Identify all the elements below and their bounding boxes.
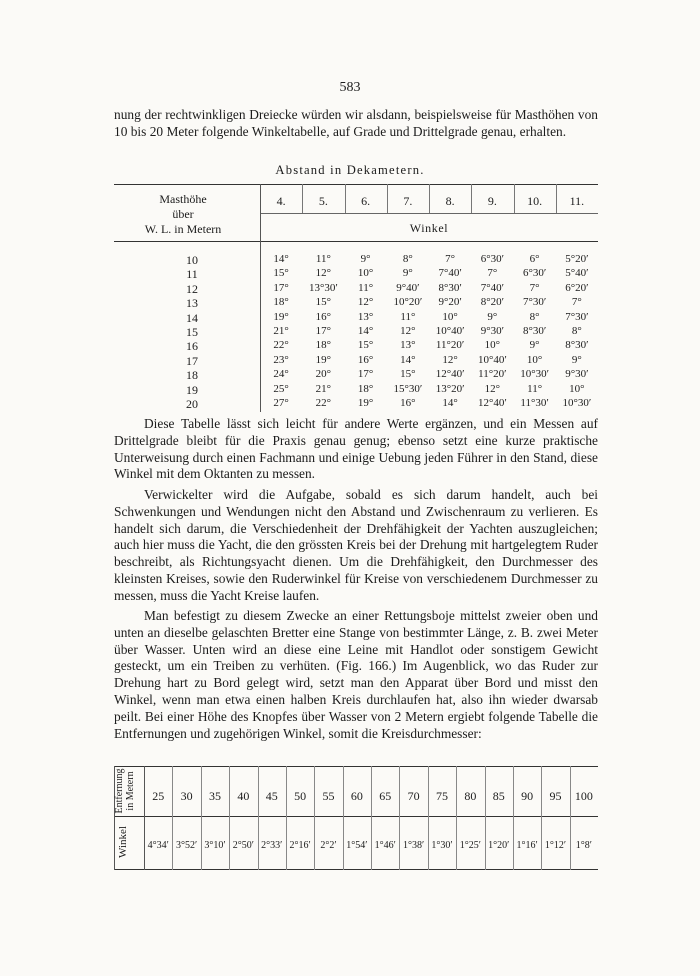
- angle-cell: 12°: [400, 325, 416, 337]
- angle-cell: 6°30′: [522, 267, 547, 280]
- angle-value-cell: 1°20′: [488, 840, 510, 851]
- angle-cell: 11°: [400, 310, 416, 323]
- mast-height: 15: [186, 325, 198, 339]
- angle-cell: 7°40′: [438, 267, 462, 280]
- angle-cell: 9°: [529, 339, 540, 352]
- angle-cell: 15°: [400, 368, 416, 381]
- angle-cell: 22°: [315, 397, 332, 409]
- column-header: 7.: [403, 194, 413, 208]
- angle-value-cell: 1°12′: [544, 840, 567, 851]
- distance-cell: 60: [350, 789, 363, 803]
- paragraph-2: Diese Tabelle lässt sich leicht für andere Werte ergänzen, und ein Messen auf Drittelgrade bleibt für die Praxis genau genug; ebenso setzt eine kurze praktische Unterweisung durch einen Fachmann und einige Uebung jeden Führer in den Stand, diese Winkel mit dem Oktanten zu messen.: [114, 416, 598, 482]
- angle-cell: 8°: [402, 253, 413, 265]
- angle-cell: 17°: [315, 325, 332, 337]
- angle-table: [114, 184, 598, 412]
- angle-cell: 9°: [487, 310, 498, 323]
- angle-value-cell: 1°54′: [346, 840, 368, 851]
- angle-cell: 10°: [484, 339, 501, 352]
- angle-cell: 11°: [527, 382, 543, 395]
- angle-cell: 17°: [357, 368, 374, 381]
- angle-cell: 12°: [357, 296, 374, 309]
- angle-cell: 22°: [273, 339, 289, 352]
- column-header: 6.: [361, 194, 371, 208]
- angle-cell: 24°: [273, 368, 289, 381]
- angle-cell: 10°40′: [477, 353, 507, 366]
- angle-cell: 8°: [571, 325, 582, 337]
- column-header: 9.: [487, 194, 497, 208]
- angle-cell: 15°: [273, 267, 289, 280]
- mast-height: 16: [186, 339, 198, 354]
- angle-cell: 10°30′: [520, 368, 550, 381]
- angle-cell: 6°30′: [480, 253, 505, 265]
- angle-cell: 7°40′: [480, 281, 505, 294]
- paragraph-4: Man befestigt zu diesem Zwecke an einer Rettungsboje mittelst zweier oben und unten an dieselbe gelaschten Bretter eine Stange von bestimmter Länge, z. B. zwei Meter über Wasser. Unten wird an diese eine Leine mit Handlot oder sonstigem Gewicht gesteckt, um ein Treiben zu verhüten. (Fig. 166.) Im Augenblick, wo das Ruder zur Drehung hart zu Bord gelegt wird, setzt man den Apparat über Bord und misst den Winkel, wenn man etwa einen halben Kreis durchlaufen hat, also ihn wieder dwarsab peilt. Bei einer Höhe des Knopfes über Wasser von 2 Metern ergiebt folgende Tabelle die Entfernungen und zugehörigen Winkel, somit die Kreisdurchmesser:: [114, 608, 598, 741]
- angle-cell: 18°: [273, 296, 289, 309]
- angle-cell: 12°: [442, 353, 458, 366]
- distance-cell: 25: [152, 789, 165, 803]
- angle-cell: 10°: [569, 382, 585, 395]
- angle-cell: 13°20′: [435, 382, 465, 395]
- angle-value-cell: 1°25′: [459, 840, 481, 851]
- angle-cell: 18°: [357, 382, 374, 395]
- mast-height: 18: [186, 368, 198, 383]
- winkel-label: Winkel: [409, 221, 449, 235]
- angle-cell: 9°: [402, 267, 413, 280]
- angle-cell: 11°: [315, 253, 331, 265]
- angle-cell: 8°30′: [565, 339, 589, 352]
- angle-cell: 10°20′: [393, 296, 423, 309]
- distance-cell: 65: [379, 789, 392, 803]
- angle-value-cell: 1°38′: [402, 840, 425, 851]
- distance-cell: 40: [237, 789, 250, 803]
- angle-cell: 9°30′: [480, 325, 505, 337]
- angle-cell: 16°: [357, 353, 374, 366]
- angle-value-cell: 1°46′: [374, 840, 396, 851]
- angle-cell: 13°30′: [308, 281, 338, 294]
- mast-height: 20: [186, 397, 198, 411]
- angle-value-cell: 2°33′: [261, 840, 283, 851]
- angle-cell: 8°30′: [522, 325, 547, 337]
- paragraph-1: nung der rechtwinkligen Dreiecke würden wir alsdann, beispielsweise für Masthöhen von 10 bis 20 Meter folgende Winkeltabelle, auf Grade und Drittelgrade genau, erhalten.: [114, 107, 598, 139]
- angle-cell: 15°: [315, 296, 332, 309]
- column-header: 5.: [318, 194, 328, 208]
- distance-cell: 95: [549, 789, 562, 803]
- angle-cell: 18°: [315, 339, 332, 352]
- angle-cell: 10°30′: [562, 397, 592, 409]
- distance-cell: 50: [294, 789, 307, 803]
- column-header: 8.: [445, 194, 455, 208]
- angle-cell: 10°40′: [435, 325, 465, 337]
- angle-cell: 7°30′: [522, 296, 547, 309]
- mast-height: 12: [186, 281, 198, 296]
- mast-height: 10: [186, 253, 198, 267]
- distance-cell: 90: [521, 789, 534, 803]
- angle-cell: 11°20′: [478, 368, 507, 381]
- angle-value-cell: 2°50′: [232, 840, 254, 851]
- angle-value-cell: 2°16′: [289, 840, 311, 851]
- column-header: 4.: [276, 194, 286, 208]
- column-header: 11.: [569, 194, 585, 208]
- distance-row-label: Entfernung in Metern: [114, 768, 136, 814]
- angle-cell: 7°: [445, 253, 456, 265]
- angle-cell: 6°: [529, 253, 540, 265]
- table1-caption: Abstand in Dekametern.: [275, 163, 425, 177]
- angle-cell: 11°20′: [435, 339, 465, 352]
- angle-cell: 15°: [357, 339, 374, 352]
- angle-cell: 7°30′: [565, 310, 589, 323]
- row-header-line-3: W. L. in Metern: [144, 222, 222, 236]
- mast-height: 14: [186, 310, 198, 325]
- angle-cell: 10°: [442, 310, 458, 323]
- angle-cell: 17°: [273, 281, 289, 294]
- angle-cell: 8°30′: [438, 281, 462, 294]
- mast-height: 11: [186, 267, 198, 282]
- angle-cell: 9°20′: [438, 296, 462, 309]
- distance-cell: 35: [208, 789, 221, 803]
- page-number: 583: [339, 80, 361, 95]
- angle-cell: 10°: [526, 353, 543, 366]
- angle-cell: 8°: [529, 310, 540, 323]
- angle-value-cell: 3°52′: [175, 840, 198, 851]
- column-header: 10.: [527, 194, 543, 208]
- angle-cell: 9°: [571, 353, 582, 366]
- distance-cell: 45: [265, 789, 278, 803]
- row-header-line-1: Masthöhe: [159, 192, 207, 206]
- angle-cell: 5°40′: [565, 267, 589, 280]
- angle-cell: 7°: [529, 281, 540, 294]
- angle-cell: 7°: [487, 267, 498, 280]
- angle-value-cell: 2°2′: [320, 840, 337, 851]
- angle-cell: 9°: [360, 253, 371, 265]
- angle-cell: 19°: [357, 397, 374, 409]
- angle-value-cell: 1°30′: [431, 840, 453, 851]
- mast-height: 19: [186, 382, 198, 397]
- angle-value-cell: 4°34′: [147, 840, 169, 851]
- angle-cell: 21°: [273, 325, 289, 337]
- paragraph-3: Verwickelter wird die Aufgabe, sobald es sich darum handelt, auch bei Schwenkungen und Wendungen nicht den Abstand und Zwischenraum zu verlieren. Es handelt sich darum, die Verschiedenheit der Drehfähigkeit der Yachten auszugleichen; auch hier muss die Yacht, die den grössten Kreis bei der Drehung mit hartgelegtem Ruder beschreibt, als Richtungsyacht dienen. Um die Drehfähigkeit, den Durchmesser des kleinsten Kreises, sowie den Ruderwinkel für Kreise von verschiedenem Durchmesser zu messen, muss die Yacht Kreise laufen.: [114, 487, 598, 603]
- angle-value-cell: 1°16′: [516, 840, 538, 851]
- angle-cell: 14°: [442, 397, 458, 409]
- angle-cell: 21°: [315, 382, 332, 395]
- angle-cell: 9°40′: [396, 281, 420, 294]
- distance-cell: 30: [180, 789, 193, 803]
- mast-height: 13: [186, 296, 198, 311]
- distance-angle-table: [114, 766, 598, 870]
- angle-cell: 13°: [400, 339, 416, 352]
- angle-cell: 12°: [484, 382, 501, 395]
- distance-cell: 85: [492, 789, 505, 803]
- distance-cell: 75: [435, 789, 448, 803]
- angle-cell: 20°: [315, 368, 332, 381]
- angle-cell: 19°: [273, 310, 289, 323]
- angle-cell: 16°: [315, 310, 332, 323]
- angle-cell: 19°: [315, 353, 332, 366]
- angle-value-cell: 1°8′: [575, 840, 592, 851]
- angle-cell: 11°30′: [520, 397, 549, 409]
- angle-cell: 12°40′: [477, 397, 507, 409]
- row-header-line-2: über: [172, 207, 194, 221]
- angle-cell: 8°20′: [480, 296, 505, 309]
- angle-cell: 15°30′: [393, 382, 423, 395]
- angle-cell: 14°: [357, 325, 374, 337]
- angle-cell: 6°20′: [565, 281, 589, 294]
- angle-cell: 7°: [571, 296, 582, 309]
- angle-cell: 16°: [400, 397, 416, 409]
- angle-cell: 10°: [357, 267, 374, 280]
- angle-cell: 12°: [315, 267, 332, 280]
- angle-cell: 5°20′: [565, 253, 589, 265]
- angle-cell: 11°: [358, 281, 374, 294]
- distance-cell: 55: [322, 789, 335, 803]
- angle-cell: 9°30′: [565, 368, 589, 381]
- angle-cell: 12°40′: [435, 368, 465, 381]
- distance-cell: 70: [407, 789, 420, 803]
- angle-cell: 13°: [357, 310, 374, 323]
- angle-cell: 14°: [273, 253, 289, 265]
- distance-cell: 100: [574, 789, 593, 803]
- angle-cell: 25°: [273, 382, 289, 395]
- angle-row-label: Winkel: [117, 826, 129, 858]
- angle-cell: 23°: [273, 353, 289, 366]
- angle-cell: 27°: [273, 397, 289, 409]
- angle-value-cell: 3°10′: [204, 840, 226, 851]
- angle-cell: 14°: [400, 353, 416, 366]
- distance-cell: 80: [464, 789, 477, 803]
- mast-height: 17: [186, 353, 198, 368]
